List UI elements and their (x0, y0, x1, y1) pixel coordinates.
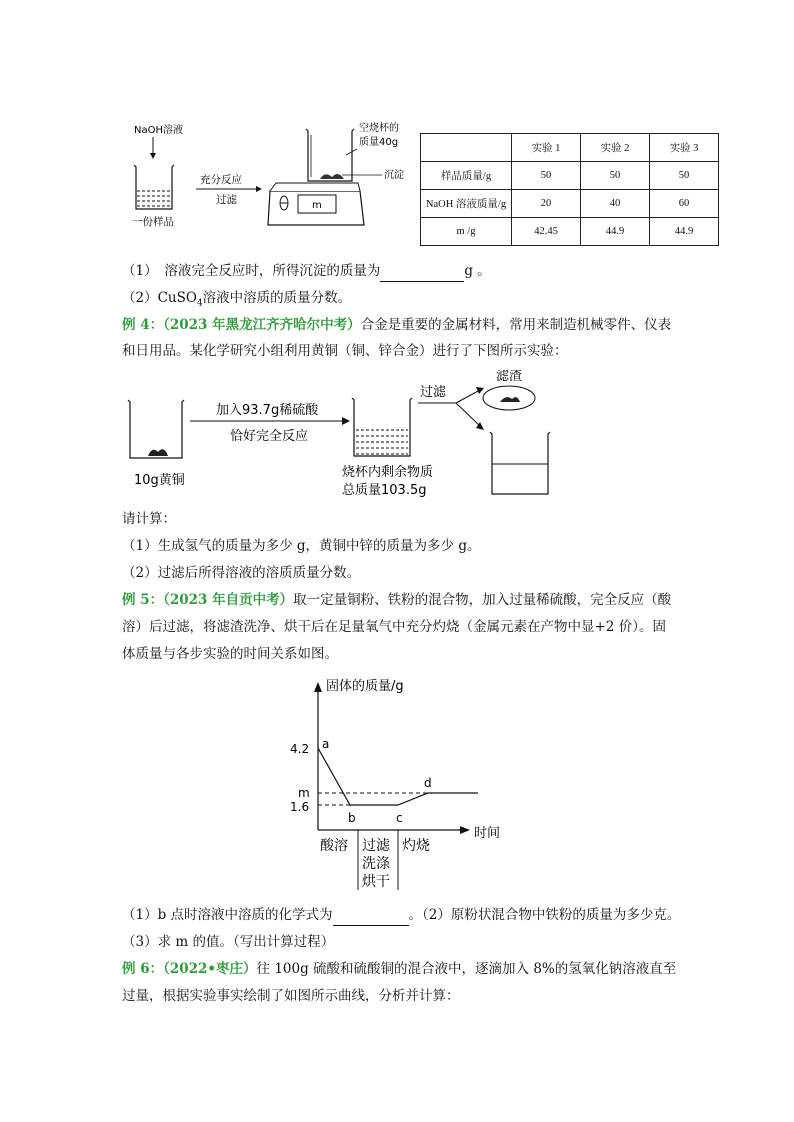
ex5-heading: 例 5：（2023 年自贡中考） (122, 592, 294, 608)
ex5-q1-line (122, 905, 680, 926)
table-header-row (421, 134, 719, 162)
fig1-beaker-label-1: 空烧杯的 (359, 123, 399, 134)
fig1-sample-beaker (134, 165, 174, 209)
table-header-cell: 实验 1 (512, 134, 581, 162)
ex5-y-label: 固体的质量/g (326, 679, 404, 694)
ex4-mid-beaker (352, 398, 412, 456)
ex5-line-1 (122, 590, 671, 610)
table-cell: 40 (581, 190, 650, 218)
ex5-mass-curve (318, 748, 478, 805)
ex6-text-1: 往 100g 硫酸和硫酸铜的混合液中，逐滴加入 8%的氢氧化钠溶液直至 (256, 961, 677, 977)
fig1-naoh-arrowhead (150, 153, 156, 159)
experiment-table (420, 133, 719, 246)
ex6-line-1 (122, 959, 676, 979)
ex5-point-b: b (348, 811, 356, 825)
fig1-sample-liquid (137, 191, 171, 208)
ex4-filter-label: 过滤 (420, 385, 447, 400)
ex4-mid-label-1: 烧杯内剩余物质 (342, 465, 434, 480)
ex5-q3: （3）求 m 的值。（写出计算过程） (122, 934, 335, 950)
ex6-line-2: 过量，根据实验事实绘制了如图所示曲线，分析并计算： (122, 988, 460, 1004)
table-cell: 50 (581, 162, 650, 190)
table-cell: 42.45 (512, 218, 581, 246)
fig1-sample-label: 一份样品 (132, 216, 174, 228)
q2-line (122, 288, 351, 314)
ex5-q1-blank (333, 905, 409, 926)
ex5-text-1: 取一定量铜粉、铁粉的混合物，加入过量稀硫酸，完全反应（酸 (293, 592, 672, 608)
ex5-ytick-42: 4.2 (290, 742, 310, 756)
ex5-point-d: d (424, 776, 432, 790)
table-cell: 50 (512, 162, 581, 190)
q1-blank (380, 261, 464, 282)
table-cell: m /g (421, 218, 512, 246)
table-cell: 样品质量/g (421, 162, 512, 190)
ex5-point-a: a (322, 737, 330, 751)
ex4-line-1 (122, 315, 671, 335)
q1-line (122, 261, 491, 282)
table-cell: 20 (512, 190, 581, 218)
q2-subscript: 4 (196, 298, 203, 309)
ex4-arrow-top: 加入93.7g稀硫酸 (216, 403, 319, 418)
fig1-beaker-label-2: 质量40g (359, 137, 399, 148)
table-row (421, 190, 719, 218)
ex5-step-filter: 过滤 (362, 838, 390, 854)
ex5-step-dry: 烘干 (362, 874, 390, 890)
fig1-scale-label: m (312, 200, 322, 211)
fig1-precipitate-label: 沉淀 (384, 170, 404, 181)
ex4-figure (120, 370, 560, 500)
fig1-arrow-top: 充分反应 (200, 174, 242, 186)
fig1-apparatus (120, 115, 420, 245)
ex5-line-2: 溶）后过滤，将滤渣洗净、烘干后在足量氧气中充分灼烧（金属元素在产物中显+2 价）。固 (122, 619, 666, 635)
ex5-line-3: 体质量与各步实验的时间关系如图。 (122, 646, 338, 662)
ex5-ytick-16: 1.6 (290, 800, 310, 814)
ex5-point-c: c (396, 811, 403, 825)
fig1-precipitate (320, 174, 344, 179)
q1-text: （1） 溶液完全反应时，所得沉淀的质量为 (122, 263, 381, 279)
ex4-q1: （1）生成氢气的质量为多少 g，黄铜中锌的质量为多少 g。 (122, 538, 481, 554)
ex5-x-arrowhead (460, 826, 470, 834)
table-cell: 60 (650, 190, 719, 218)
ex5-step-acid: 酸溶 (320, 838, 348, 854)
ex5-step-burn: 灼烧 (402, 838, 430, 854)
ex4-brass-pieces (148, 449, 168, 456)
q2-text-2: 溶液中溶质的质量分数。 (202, 290, 352, 306)
ex4-text-1: 合金是重要的金属材料，常用来制造机械零件、仪表 (360, 317, 672, 333)
ex5-q2-text: 。（2）原粉状混合物中铁粉的质量为多少克。 (408, 907, 681, 923)
ex4-mid-label-2: 总质量103.5g (342, 483, 427, 498)
fig1-arrow-bottom: 过滤 (216, 194, 237, 206)
ex6-heading: 例 6：（2022•枣庄） (122, 961, 257, 977)
ex4-arrow-bottom: 恰好完全反应 (230, 429, 309, 444)
q2-text: （2）CuSO (122, 290, 197, 306)
table-header-cell (421, 134, 512, 162)
fig1-naoh-label: NaOH溶液 (134, 125, 183, 136)
ex5-x-label: 时间 (474, 826, 501, 841)
ex4-line-2: 和日用品。某化学研究小组利用黄铜（铜、锌合金）进行了下图所示实验： (122, 343, 568, 359)
table-cell: 44.9 (581, 218, 650, 246)
ex5-chart (280, 670, 520, 900)
table-cell: 44.9 (650, 218, 719, 246)
ex4-heading: 例 4：（2023 年黑龙江齐齐哈尔中考） (122, 317, 361, 333)
ex5-step-wash: 洗涤 (362, 856, 390, 872)
ex4-left-beaker (128, 400, 184, 458)
ex4-q2: （2）过滤后所得溶液的溶质质量分数。 (122, 565, 361, 581)
ex4-right-beaker (490, 432, 550, 494)
ex5-q1-text: （1）b 点时溶液中溶质的化学式为 (122, 907, 333, 923)
ex4-left-label: 10g黄铜 (134, 473, 185, 488)
ex4-calc: 请计算： (122, 511, 176, 527)
q1-unit: g 。 (464, 263, 491, 279)
ex5-y-arrowhead (314, 682, 322, 692)
table-header-cell: 实验 2 (581, 134, 650, 162)
table-row (421, 218, 719, 246)
table-cell: NaOH 溶液质量/g (421, 190, 512, 218)
ex4-residue-label: 滤渣 (496, 370, 523, 384)
table-header-cell: 实验 3 (650, 134, 719, 162)
table-row (421, 162, 719, 190)
table-cell: 50 (650, 162, 719, 190)
ex5-ytick-m: m (298, 786, 310, 800)
